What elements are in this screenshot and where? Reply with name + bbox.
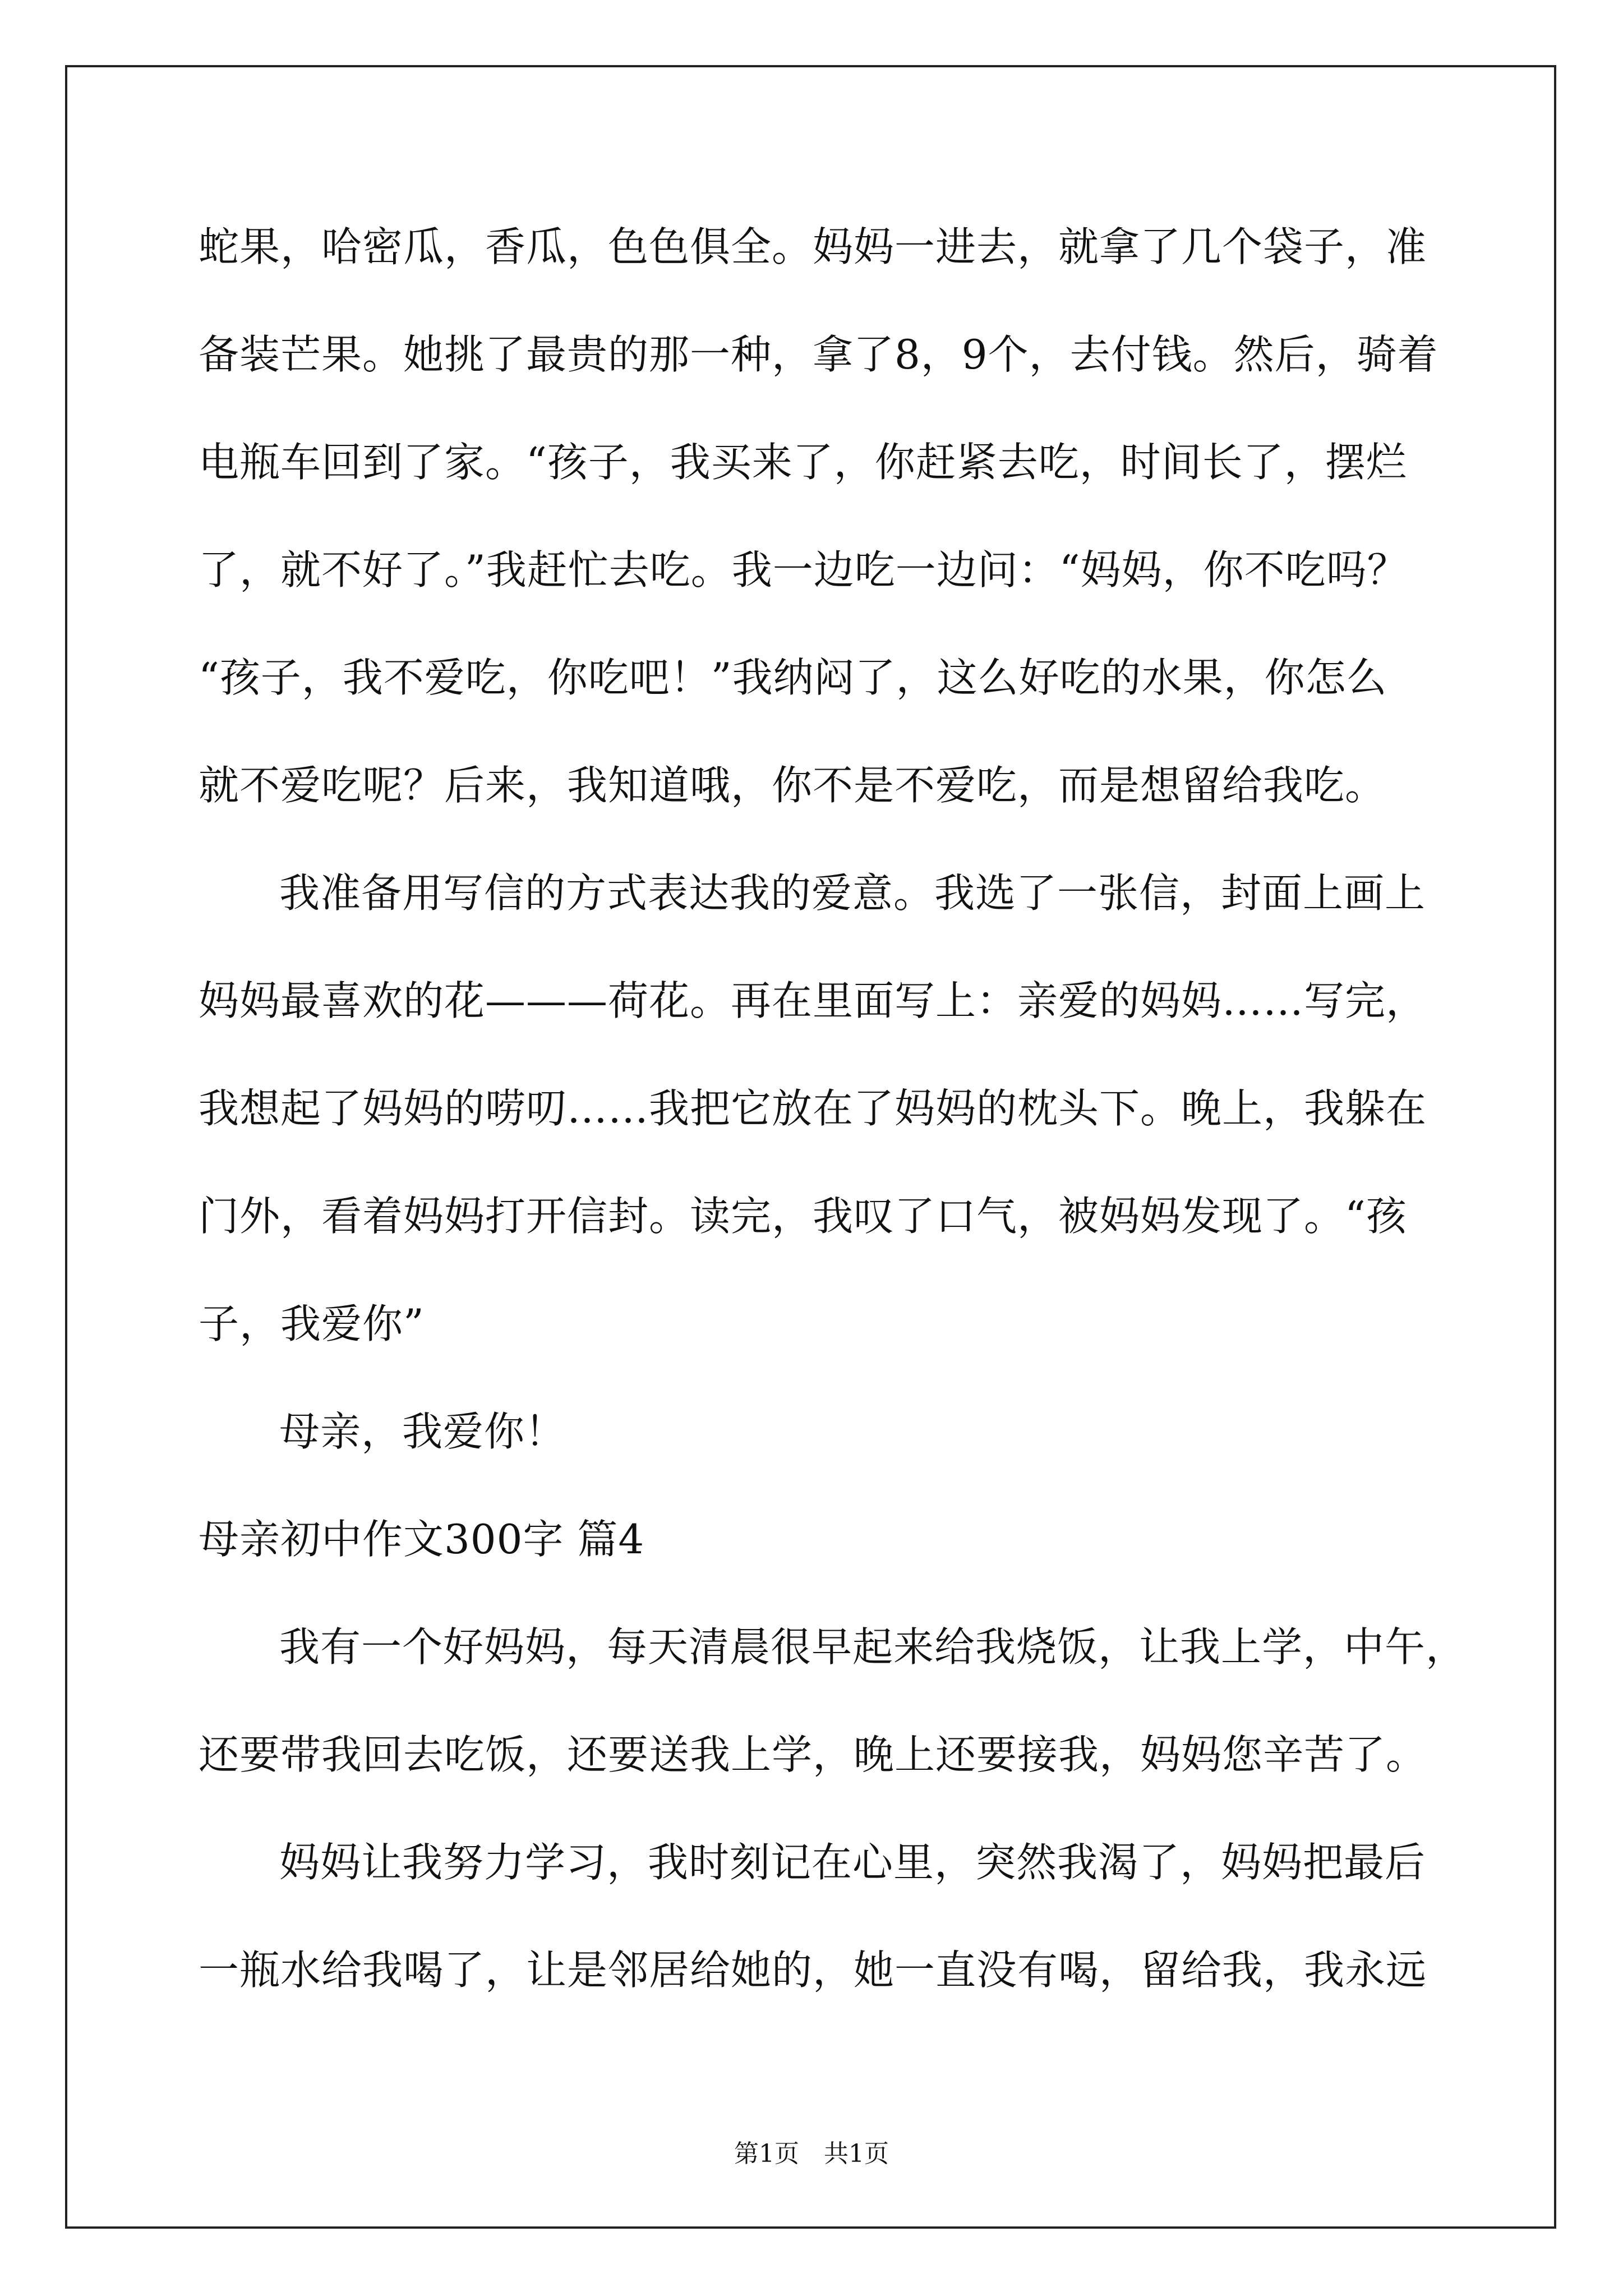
paragraph-start-line: 我有一个好妈妈，每天清晨很早起来给我烧饭，让我上学，中午， (279, 1623, 1467, 1671)
text-line: 子，我爱你” (199, 1300, 425, 1347)
section-heading: 母亲初中作文300字 篇4 (199, 1516, 645, 1563)
text-line: 电瓶车回到了家。“孩子，我买来了，你赶紧去吃，时间长了，摆烂 (199, 439, 1407, 486)
text-line: 一瓶水给我喝了，让是邻居给她的，她一直没有喝，留给我，我永远 (199, 1947, 1427, 1994)
page-border (65, 65, 1556, 2229)
text-line: 我想起了妈妈的唠叨……我把它放在了妈妈的枕头下。晚上，我躲在 (199, 1085, 1427, 1132)
paragraph-start-line: 我准备用写信的方式表达我的爱意。我选了一张信，封面上画上 (279, 869, 1426, 917)
paragraph-start-line: 妈妈让我努力学习，我时刻记在心里，突然我渴了，妈妈把最后 (279, 1839, 1426, 1886)
text-line: “孩子，我不爱吃，你吃吧！”我纳闷了，这么好吃的水果，你怎么 (199, 654, 1387, 701)
text-line: 门外，看着妈妈打开信封。读完，我叹了口气，被妈妈发现了。“孩 (199, 1193, 1407, 1240)
text-line: 妈妈最喜欢的花———荷花。再在里面写上：亲爱的妈妈……写完， (199, 977, 1427, 1024)
text-line: 蛇果，哈密瓜，香瓜，色色俱全。妈妈一进去，就拿了几个袋子，准 (199, 223, 1427, 270)
text-line: 还要带我回去吃饭，还要送我上学，晚上还要接我，妈妈您辛苦了。 (199, 1731, 1427, 1778)
text-line: 备装芒果。她挑了最贵的那一种，拿了8，9个，去付钱。然后，骑着 (199, 331, 1438, 378)
text-line: 了，就不好了。”我赶忙去吃。我一边吃一边问：“妈妈，你不吃吗？ (199, 546, 1408, 593)
text-line: 就不爱吃呢？后来，我知道哦，你不是不爱吃，而是想留给我吃。 (199, 762, 1386, 809)
page-number-footer: 第1页 共1页 (734, 2139, 889, 2168)
paragraph-start-line: 母亲，我爱你！ (279, 1408, 566, 1455)
